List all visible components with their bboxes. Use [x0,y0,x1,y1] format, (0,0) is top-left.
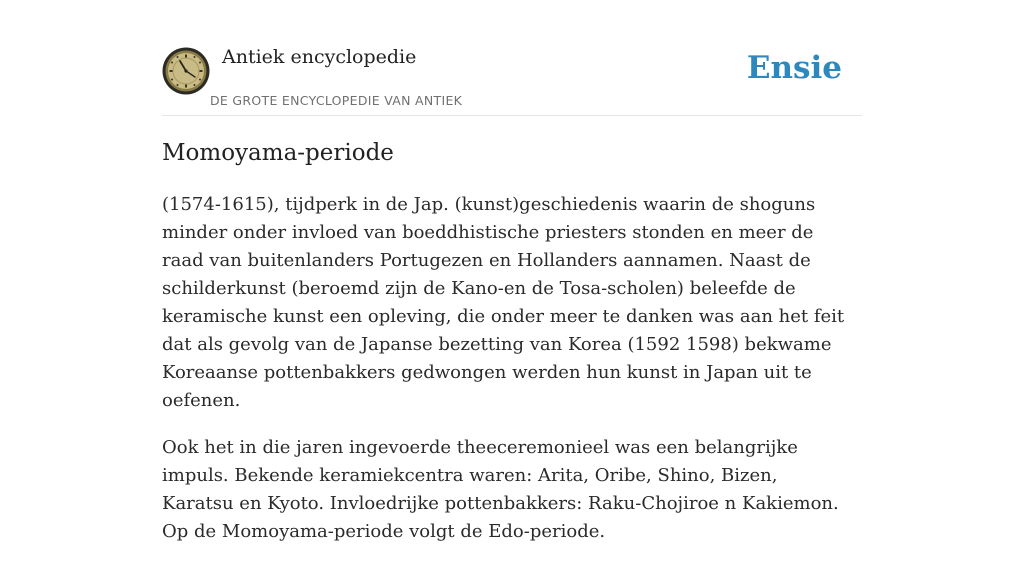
page-title: Momoyama-periode [162,140,394,166]
article-body [162,191,852,565]
clock-icon[interactable] [162,47,210,95]
article-paragraph-2: Ook het in die jaren ingevoerde theeceremonieel was een belangrijke impuls. Bekende keramiekcentra waren: Arita, Oribe, Shino, Bizen, Karatsu en Kyoto. Invloedrijke pottenbakkers: Raku-Chojiroe n Kakiemon. Op de Momoyama-periode volgt de Edo-periode. [162,437,839,542]
brand-logo-link[interactable]: Ensie [746,50,842,86]
site-title[interactable]: Antiek encyclopedie [222,46,417,68]
site-subtitle: DE GROTE ENCYCLOPEDIE VAN ANTIEK [210,93,463,108]
site-header [162,40,862,116]
article-paragraph-1: (1574-1615), tijdperk in de Jap. (kunst)geschiedenis waarin de shoguns minder onder invloed van boeddhistische priesters stonden en meer de raad van buitenlanders Portugezen en Hollanders aannamen. Naast de schilderkunst (beroemd zijn de Kano-en de Tosa-scholen) beleefde de keramische kunst een opleving, die onder meer te danken was aan het feit dat als gevolg van de Japanse bezetting van Korea (1592 1598) bekwame Koreaanse pottenbakkers gedwongen werden hun kunst in Japan uit te oefenen. [162,194,845,411]
